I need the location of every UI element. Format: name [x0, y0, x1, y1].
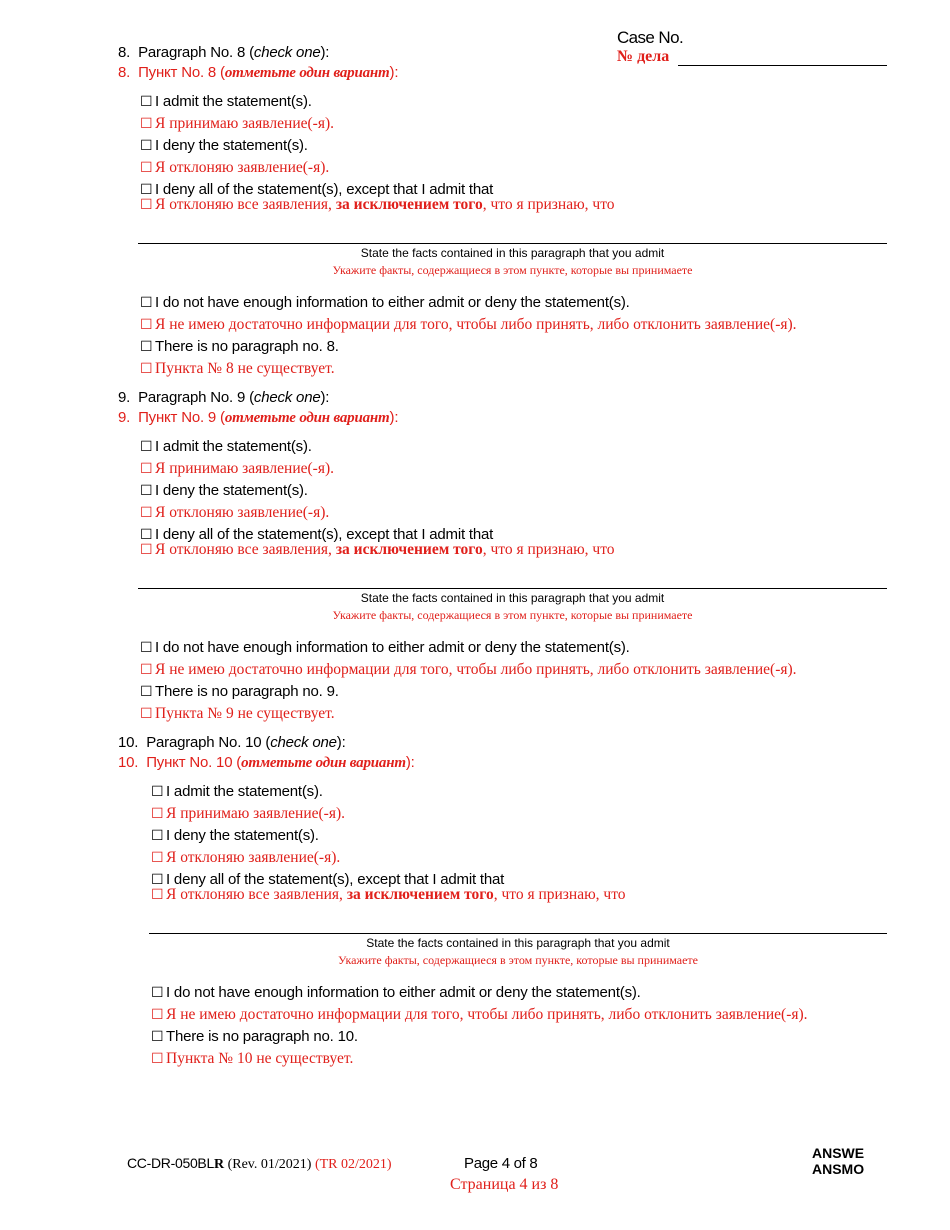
no-info-option-ru[interactable]	[140, 316, 797, 334]
checkbox-icon[interactable]: ☐	[151, 1051, 164, 1067]
paragraph-title-ru: Пункт No. 8 (	[138, 64, 225, 81]
checkbox-icon[interactable]: ☐	[151, 806, 164, 822]
paragraph-title: Paragraph No. 10 (	[146, 734, 271, 751]
form-rev: (Rev. 01/2021)	[224, 1157, 312, 1172]
paragraph-title-ru-end: ):	[405, 754, 415, 771]
except-option-ru[interactable]	[140, 541, 615, 559]
checkbox-icon[interactable]: ☐	[140, 706, 153, 722]
checkbox-icon[interactable]: ☐	[140, 295, 153, 311]
admitted-facts-caption: State the facts contained in this paragraph that you admit	[366, 936, 670, 950]
admitted-facts-caption-ru: Укажите факты, содержащиеся в этом пункте, которые вы принимаете	[338, 953, 698, 967]
no-paragraph-option-ru[interactable]	[151, 1050, 353, 1068]
checkbox-icon[interactable]: ☐	[140, 662, 153, 678]
checkbox-icon[interactable]: ☐	[151, 850, 164, 866]
no-info-option-ru[interactable]	[140, 661, 797, 679]
paragraph-heading	[118, 389, 329, 406]
admit-option-ru[interactable]	[140, 115, 334, 133]
checkbox-icon[interactable]: ☐	[140, 461, 153, 477]
no-info-option[interactable]	[140, 639, 630, 656]
paragraph-number: 9.	[118, 389, 131, 406]
except-option-ru-label-2: , что я признаю, что	[493, 886, 626, 903]
admit-option-ru-label: Я принимаю заявление(-я).	[155, 460, 334, 477]
checkbox-icon[interactable]: ☐	[140, 684, 153, 700]
checkbox-icon[interactable]: ☐	[140, 182, 153, 198]
no-info-option-label: I do not have enough information to either admit or deny the statement(s).	[155, 639, 630, 656]
paragraph-heading-ru	[118, 64, 398, 82]
paragraph-title: Paragraph No. 8 (	[138, 44, 254, 61]
case-no-label: Case No.	[617, 28, 684, 47]
deny-option-ru[interactable]	[151, 849, 340, 867]
no-paragraph-option[interactable]	[140, 683, 339, 700]
deny-option-ru-label: Я отклоняю заявление(-я).	[155, 504, 330, 521]
form-tr: (TR 02/2021)	[311, 1157, 392, 1172]
deny-option-label: I deny the statement(s).	[155, 482, 308, 499]
except-option-ru-label-bold: за исключением того	[335, 541, 483, 558]
except-option-ru-label-1: Я отклоняю все заявления,	[155, 196, 336, 213]
no-info-option-ru-label: Я не имею достаточно информации для того, чтобы либо принять, либо отклонить заявление(-я).	[166, 1006, 808, 1023]
checkbox-icon[interactable]: ☐	[140, 361, 153, 377]
page-number-ru: Страница 4 из 8	[450, 1176, 559, 1193]
deny-option-label: I deny the statement(s).	[155, 137, 308, 154]
checkbox-icon[interactable]: ☐	[151, 784, 164, 800]
paragraph-title-end: ):	[336, 734, 346, 751]
deny-option[interactable]	[140, 482, 308, 499]
no-info-option-ru-label: Я не имею достаточно информации для того, чтобы либо принять, либо отклонить заявление(-я).	[155, 316, 797, 333]
deny-option-ru-label: Я отклоняю заявление(-я).	[166, 849, 341, 866]
page-number: Page 4 of 8	[464, 1155, 538, 1172]
except-option-ru-label-bold: за исключением того	[335, 196, 483, 213]
admit-option-label: I admit the statement(s).	[166, 783, 323, 800]
paragraph-number-ru: 9.	[118, 409, 131, 426]
deny-option[interactable]	[140, 137, 308, 154]
deny-option-ru[interactable]	[140, 504, 329, 522]
case-no-field[interactable]	[678, 65, 887, 66]
checkbox-icon[interactable]: ☐	[151, 828, 164, 844]
paragraph-heading	[118, 734, 346, 751]
corner-label-1: ANSWE	[812, 1145, 865, 1161]
no-paragraph-option-ru-label: Пункта № 8 не существует.	[155, 360, 335, 377]
paragraph-title-ru: Пункт No. 9 (	[138, 409, 225, 426]
admit-option-ru-label: Я принимаю заявление(-я).	[166, 805, 345, 822]
no-paragraph-option-ru[interactable]	[140, 360, 335, 378]
deny-option-ru-label: Я отклоняю заявление(-я).	[155, 159, 330, 176]
checkbox-icon[interactable]: ☐	[151, 985, 164, 1001]
paragraph-title-ru-end: ):	[389, 64, 399, 81]
checkbox-icon[interactable]: ☐	[140, 527, 153, 543]
no-paragraph-option[interactable]	[151, 1028, 358, 1045]
checkbox-icon[interactable]: ☐	[140, 160, 153, 176]
no-paragraph-option-label: There is no paragraph no. 9.	[155, 683, 339, 700]
form-id: CC-DR-050BL	[127, 1155, 214, 1171]
paragraph-title-instruction: check one	[253, 44, 321, 61]
paragraph-title-ru-instruction: отметьте один вариант	[241, 755, 406, 771]
paragraph-title-end: ):	[320, 389, 330, 406]
no-paragraph-option-label: There is no paragraph no. 8.	[155, 338, 339, 355]
no-info-option-ru[interactable]	[151, 1006, 808, 1024]
except-option-label: I deny all of the statement(s), except that I admit that	[155, 526, 494, 543]
paragraph-number: 10.	[118, 734, 139, 751]
form-footer-id	[127, 1155, 392, 1173]
checkbox-icon[interactable]: ☐	[140, 640, 153, 656]
no-info-option[interactable]	[140, 294, 630, 311]
paragraph-number-ru: 10.	[118, 754, 139, 771]
checkbox-icon[interactable]: ☐	[140, 505, 153, 521]
no-paragraph-option-label: There is no paragraph no. 10.	[166, 1028, 358, 1045]
checkbox-icon[interactable]: ☐	[140, 94, 153, 110]
form-id-suffix: R	[213, 1157, 225, 1172]
paragraph-heading	[118, 44, 329, 61]
no-paragraph-option[interactable]	[140, 338, 339, 355]
corner-label-2: ANSMO	[812, 1161, 865, 1177]
checkbox-icon[interactable]: ☐	[140, 138, 153, 154]
no-info-option-ru-label: Я не имею достаточно информации для того, чтобы либо принять, либо отклонить заявление(-я).	[155, 661, 797, 678]
except-option-ru-label-bold: за исключением того	[346, 886, 494, 903]
case-no-label-ru: № дела	[617, 48, 670, 65]
paragraph-title-ru: Пункт No. 10 (	[146, 754, 242, 771]
paragraph-title-instruction: check one	[253, 389, 321, 406]
admit-option-label: I admit the statement(s).	[155, 93, 312, 110]
admitted-facts-field[interactable]	[138, 588, 887, 589]
except-option-ru-label-1: Я отклоняю все заявления,	[166, 886, 347, 903]
admitted-facts-caption-ru: Укажите факты, содержащиеся в этом пункте, которые вы принимаете	[332, 263, 693, 277]
paragraph-title: Paragraph No. 9 (	[138, 389, 254, 406]
except-option-ru-label-2: , что я признаю, что	[482, 541, 615, 558]
checkbox-icon[interactable]: ☐	[151, 887, 164, 903]
admit-option[interactable]	[140, 438, 312, 455]
checkbox-icon[interactable]: ☐	[140, 439, 153, 455]
deny-option-ru[interactable]	[140, 159, 329, 177]
checkbox-icon[interactable]: ☐	[151, 1007, 164, 1023]
admitted-facts-caption: State the facts contained in this paragraph that you admit	[360, 591, 665, 605]
checkbox-icon[interactable]: ☐	[140, 542, 153, 558]
except-option-ru[interactable]	[140, 196, 615, 214]
admit-option-label: I admit the statement(s).	[155, 438, 312, 455]
admitted-facts-caption: State the facts contained in this paragraph that you admit	[360, 246, 665, 260]
admit-option[interactable]	[140, 93, 312, 110]
checkbox-icon[interactable]: ☐	[151, 1029, 164, 1045]
checkbox-icon[interactable]: ☐	[140, 116, 153, 132]
paragraph-title-ru-end: ):	[389, 409, 399, 426]
admit-option-ru[interactable]	[140, 460, 334, 478]
paragraph-number: 8.	[118, 44, 131, 61]
no-paragraph-option-ru-label: Пункта № 9 не существует.	[155, 705, 335, 722]
paragraph-title-end: ):	[320, 44, 330, 61]
admitted-facts-field[interactable]	[138, 243, 887, 244]
paragraph-title-ru-instruction: отметьте один вариант	[224, 65, 390, 81]
checkbox-icon[interactable]: ☐	[140, 317, 153, 333]
deny-option[interactable]	[151, 827, 319, 844]
no-info-option-label: I do not have enough information to either admit or deny the statement(s).	[166, 984, 641, 1001]
paragraph-title-ru-instruction: отметьте один вариант	[224, 410, 390, 426]
no-paragraph-option-ru[interactable]	[140, 705, 335, 723]
paragraph-title-instruction: check one	[270, 734, 337, 751]
admit-option[interactable]	[151, 783, 323, 800]
checkbox-icon[interactable]: ☐	[140, 197, 153, 213]
except-option-label: I deny all of the statement(s), except that I admit that	[166, 871, 505, 888]
admitted-facts-field[interactable]	[149, 933, 887, 934]
no-paragraph-option-ru-label: Пункта № 10 не существует.	[166, 1050, 354, 1067]
paragraph-number-ru: 8.	[118, 64, 131, 81]
except-option-label: I deny all of the statement(s), except that I admit that	[155, 181, 494, 198]
except-option-ru-label-2: , что я признаю, что	[482, 196, 615, 213]
checkbox-icon[interactable]: ☐	[151, 872, 164, 888]
checkbox-icon[interactable]: ☐	[140, 483, 153, 499]
except-option-ru[interactable]	[151, 886, 626, 904]
checkbox-icon[interactable]: ☐	[140, 339, 153, 355]
paragraph-heading-ru	[118, 754, 415, 772]
paragraph-heading-ru	[118, 409, 398, 427]
deny-option-label: I deny the statement(s).	[166, 827, 319, 844]
except-option-ru-label-1: Я отклоняю все заявления,	[155, 541, 336, 558]
admitted-facts-caption-ru: Укажите факты, содержащиеся в этом пункте, которые вы принимаете	[332, 608, 693, 622]
no-info-option[interactable]	[151, 984, 641, 1001]
admit-option-ru-label: Я принимаю заявление(-я).	[155, 115, 334, 132]
no-info-option-label: I do not have enough information to either admit or deny the statement(s).	[155, 294, 630, 311]
admit-option-ru[interactable]	[151, 805, 345, 823]
